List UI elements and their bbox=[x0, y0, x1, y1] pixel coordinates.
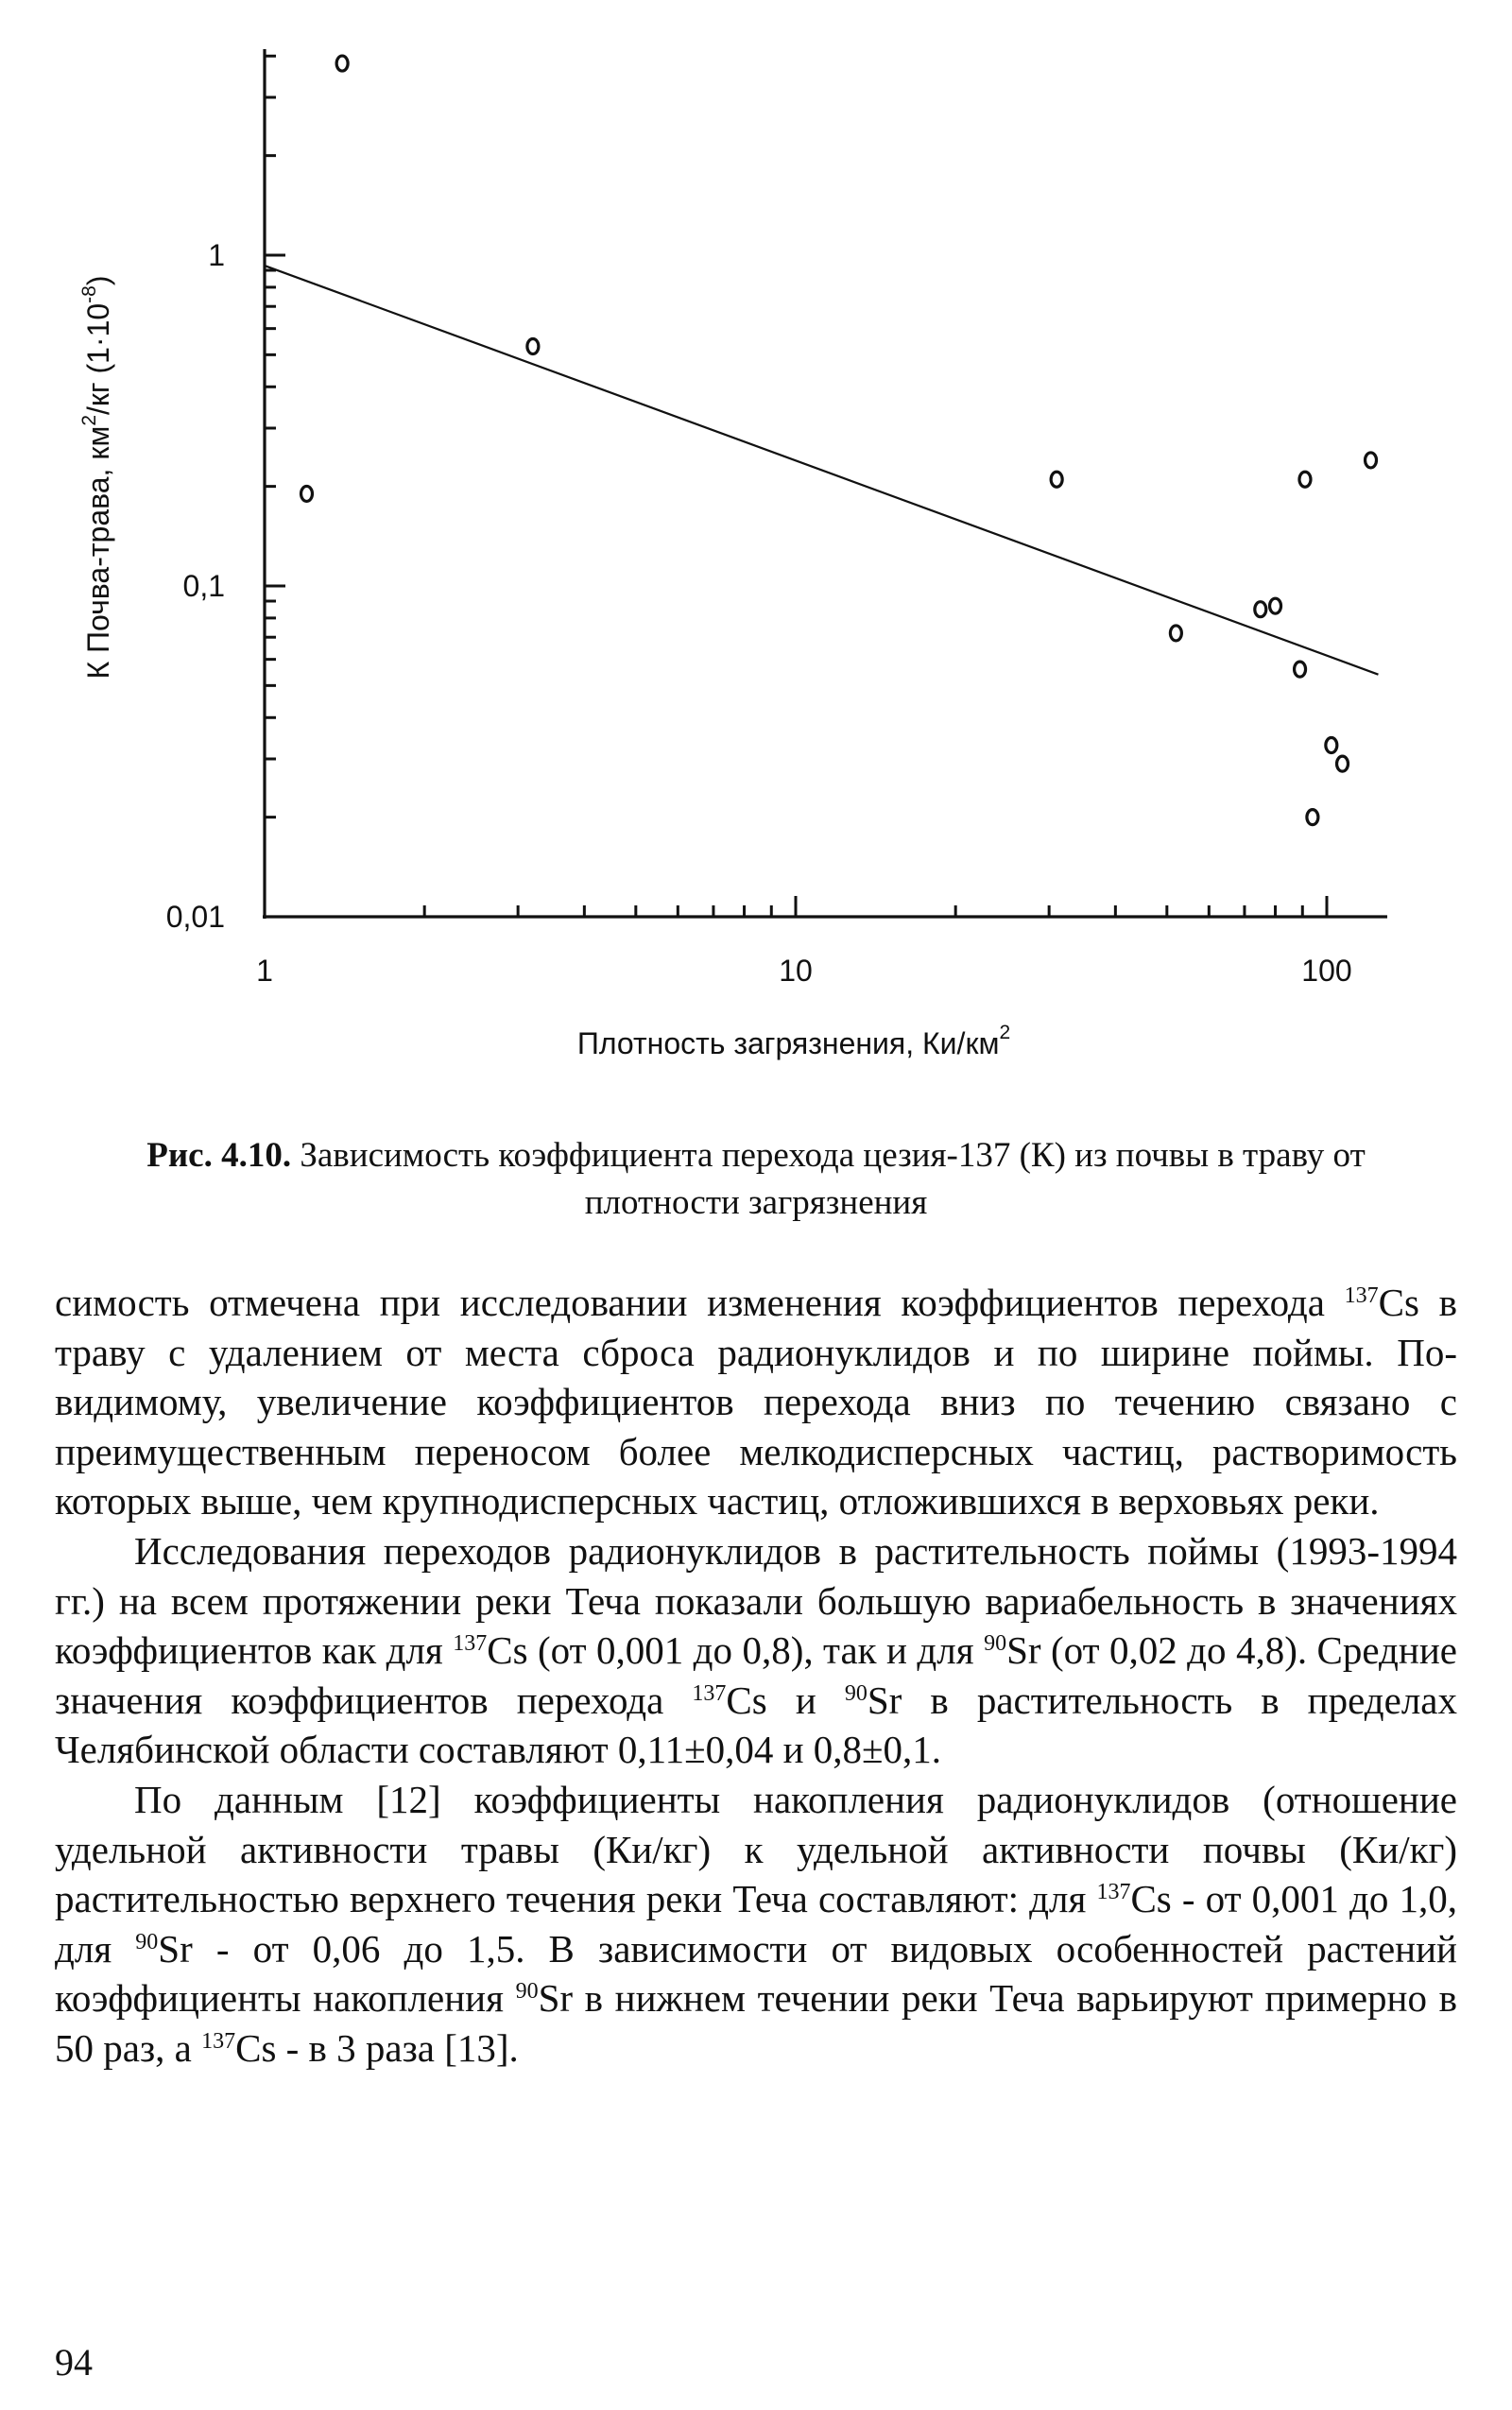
y-axis-title-sup-2: -8 bbox=[78, 285, 100, 303]
scatter-point bbox=[1326, 738, 1337, 753]
y-tick-labels bbox=[166, 238, 225, 934]
scatter-points bbox=[301, 56, 1376, 825]
figure-caption bbox=[94, 1132, 1418, 1227]
scatter-point bbox=[1051, 472, 1062, 487]
y-axis-title-sup-1: 2 bbox=[78, 414, 100, 426]
figure-caption-label: Рис. 4.10. bbox=[146, 1136, 292, 1175]
x-tick-labels bbox=[256, 954, 1352, 988]
y-axis-title bbox=[78, 275, 115, 679]
paragraph-3: По данным [12] коэффициенты накопления радионуклидов (отношение удельной активности травы (Ки/кг) к удельной активности почвы (Ки/кг) растительностью верхнего течения реки Теча составляют: для $^{137}$Cs - от 0,001 до 1,0, для $^{90}$Sr - от 0,06 до 1,5. В зависимости от видовых особенностей растений коэффициенты накопления $^{90}$Sr в нижнем течении реки Теча варьируют примерно в 50 раз, а $^{137}$Cs - в 3 раза [13]. bbox=[55, 1777, 1457, 2070]
paragraph-1: симость отмечена при исследовании изменения коэффициентов перехода $^{137}$Cs в траву с удалением от места сброса радионуклидов и по ширине поймы. По-видимому, увеличение коэффициентов перехода вниз по течению связано с преимущественным переносом более мелкодисперсных частиц, растворимость которых выше, чем крупнодисперсных частиц, отложившихся в верховьях реки. bbox=[55, 1281, 1457, 1523]
y-tick-label: 0,01 bbox=[165, 900, 225, 934]
scatter-point bbox=[1337, 756, 1349, 771]
trend-line bbox=[265, 266, 1378, 675]
y-axis-ticks bbox=[265, 56, 285, 917]
scatter-point bbox=[1299, 472, 1311, 487]
scatter-point bbox=[1295, 662, 1306, 677]
x-axis-title-text: Плотность загрязнения, Ки/км bbox=[576, 1026, 1000, 1060]
scatter-point bbox=[1270, 598, 1281, 613]
y-axis-title-part-1: К Почва-трава, км bbox=[81, 425, 115, 680]
scatter-point bbox=[301, 486, 312, 501]
scatter-point bbox=[1170, 626, 1181, 641]
x-tick-label: 100 bbox=[1301, 954, 1352, 988]
scatter-point bbox=[336, 56, 348, 71]
figure-caption-text: Зависимость коэффициента перехода цезия-137 (К) из почвы в траву от плотности загрязнения bbox=[291, 1136, 1366, 1222]
y-axis-title-part-3: ) bbox=[81, 275, 115, 286]
x-axis-title bbox=[577, 1022, 1010, 1060]
scatter-chart bbox=[0, 0, 1512, 1115]
page-number: 94 bbox=[55, 2341, 93, 2384]
scatter-point bbox=[1255, 602, 1266, 617]
paragraph-2: Исследования переходов радионуклидов в растительность поймы (1993-1994 гг.) на всем протяжении реки Теча показали большую вариабельность в значениях коэффициентов как для $^{137}$Cs (от 0,001 до 0,8), так и для $^{90}$Sr (от 0,02 до 4,8). Средние значения коэффициентов перехода $^{137}$Cs и $^{90}$Sr в растительность в пределах Челябинской области составляют 0,11±0,04 и 0,8±0,1. bbox=[55, 1528, 1457, 1772]
scatter-point bbox=[1366, 453, 1377, 468]
scatter-point bbox=[527, 339, 539, 354]
x-tick-label: 1 bbox=[256, 954, 273, 988]
body-text bbox=[55, 1278, 1457, 2074]
x-axis-ticks bbox=[265, 896, 1327, 917]
y-tick-label: 0,1 bbox=[182, 569, 225, 603]
y-tick-label: 1 bbox=[208, 238, 225, 272]
scatter-point bbox=[1307, 810, 1318, 825]
x-tick-label: 10 bbox=[779, 954, 813, 988]
y-axis-title-part-2: /кг (1·10 bbox=[81, 302, 115, 415]
x-axis-title-sup: 2 bbox=[999, 1022, 1011, 1043]
